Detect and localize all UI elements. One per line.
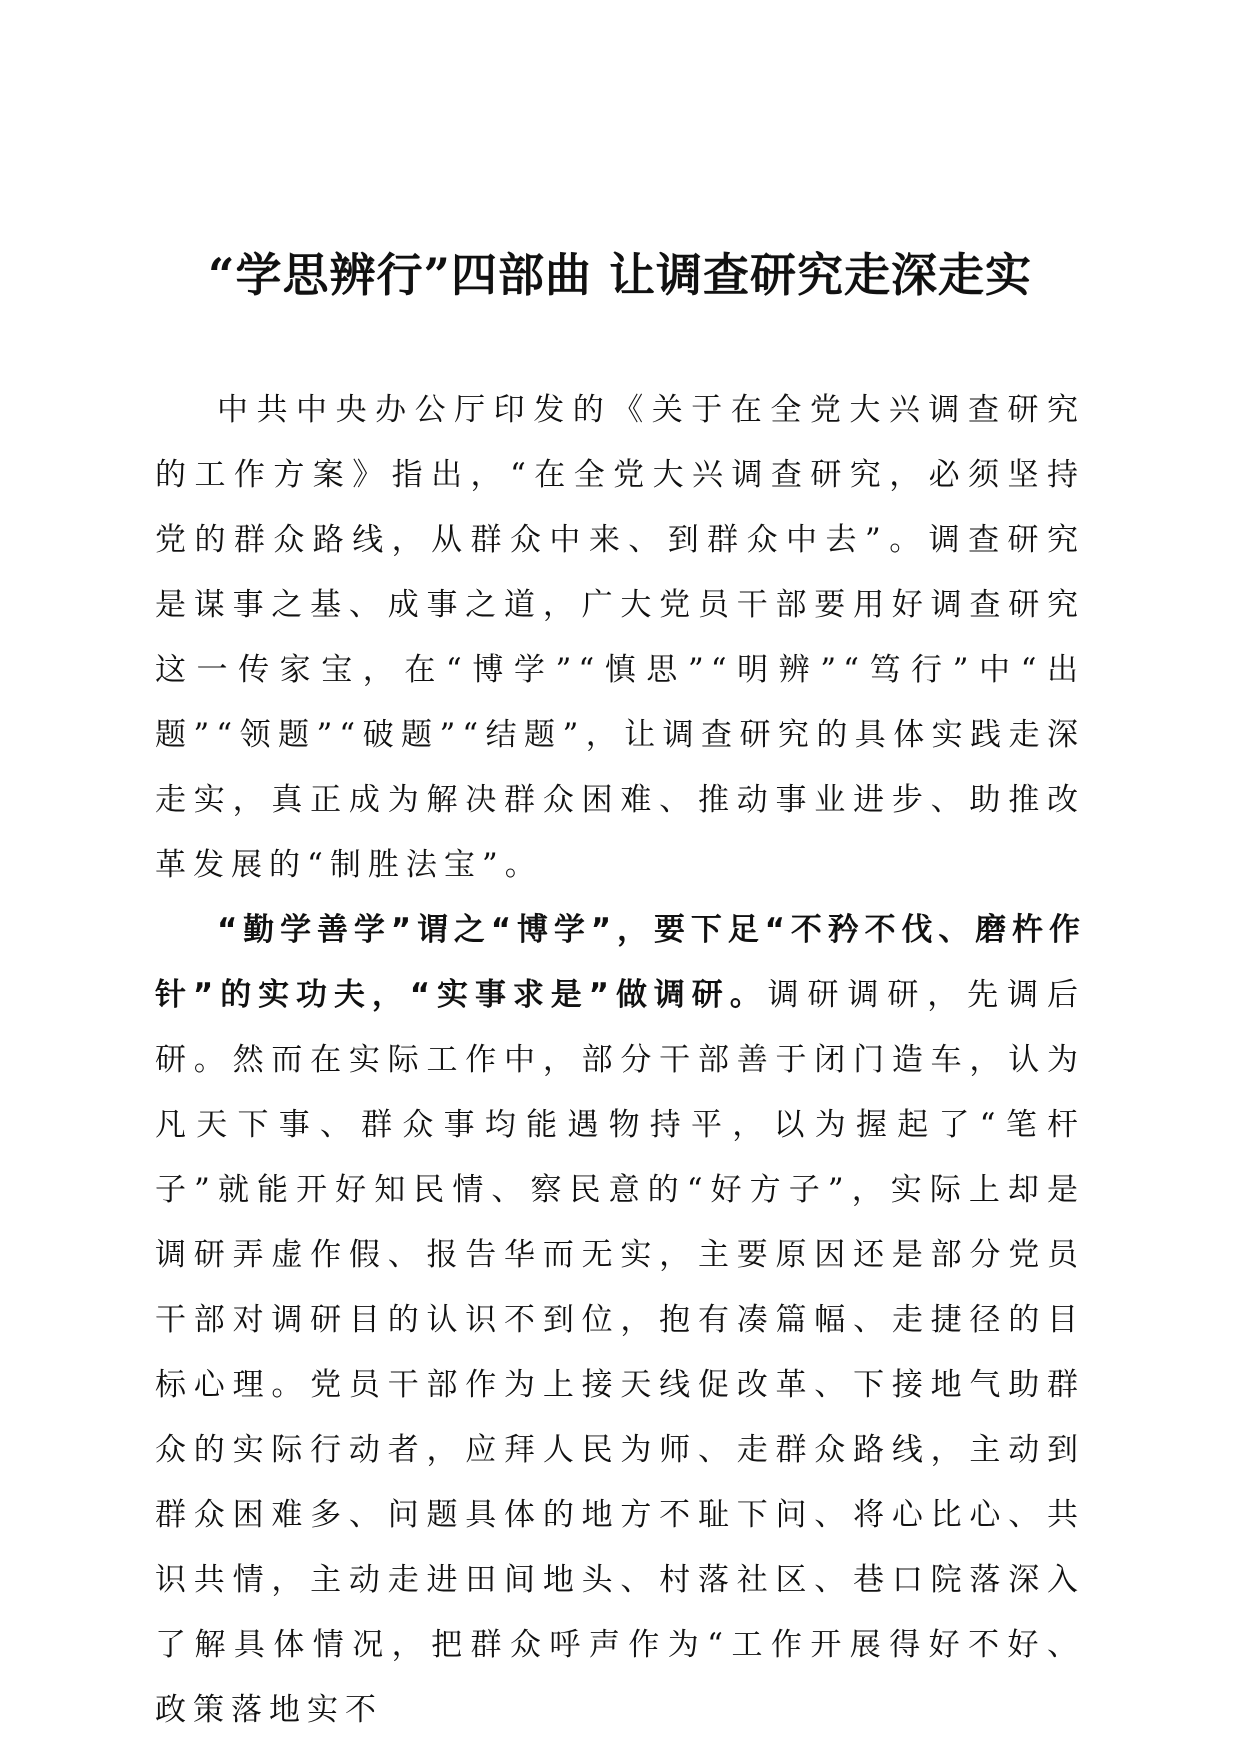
paragraph-2-lead: “勤学善学”谓之“博学”，要下足“不矜不伐、磨杵作针”的实功夫，“实事求是”做调研。 [155, 912, 1085, 1013]
document-body [155, 378, 1085, 1743]
paragraph-1-text: 中共中央办公厅印发的《关于在全党大兴调查研究的工作方案》指出，“在全党大兴调查研究，必须坚持党的群众路线，从群众中来、到群众中去”。调查研究是谋事之基、成事之道，广大党员干部要用好调查研究这一传家宝，在“博学”“慎思”“明辨”“笃行”中“出题”“领题”“破题”“结题”，让调查研究的具体实践走深走实，真正成为解决群众困难、推动事业进步、助推改革发展的“制胜法宝”。 [155, 392, 1085, 883]
paragraph-2-text: 调研调研，先调后研。然而在实际工作中，部分干部善于闭门造车，认为凡天下事、群众事均能遇物持平，以为握起了“笔杆子”就能开好知民情、察民意的“好方子”，实际上却是调研弄虚作假、报告华而无实，主要原因还是部分党员干部对调研目的认识不到位，抱有凑篇幅、走捷径的目标心理。党员干部作为上接天线促改革、下接地气助群众的实际行动者，应拜人民为师、走群众路线，主动到群众困难多、问题具体的地方不耻下问、将心比心、共识共情，主动走进田间地头、村落社区、巷口院落深入了解具体情况，把群众呼声作为“工作开展得好不好、政策落地实不 [155, 977, 1086, 1728]
paragraph-1 [155, 378, 1085, 898]
paragraph-2 [155, 898, 1085, 1743]
document-title: “学思辨行”四部曲 让调查研究走深走实 [208, 248, 1032, 302]
